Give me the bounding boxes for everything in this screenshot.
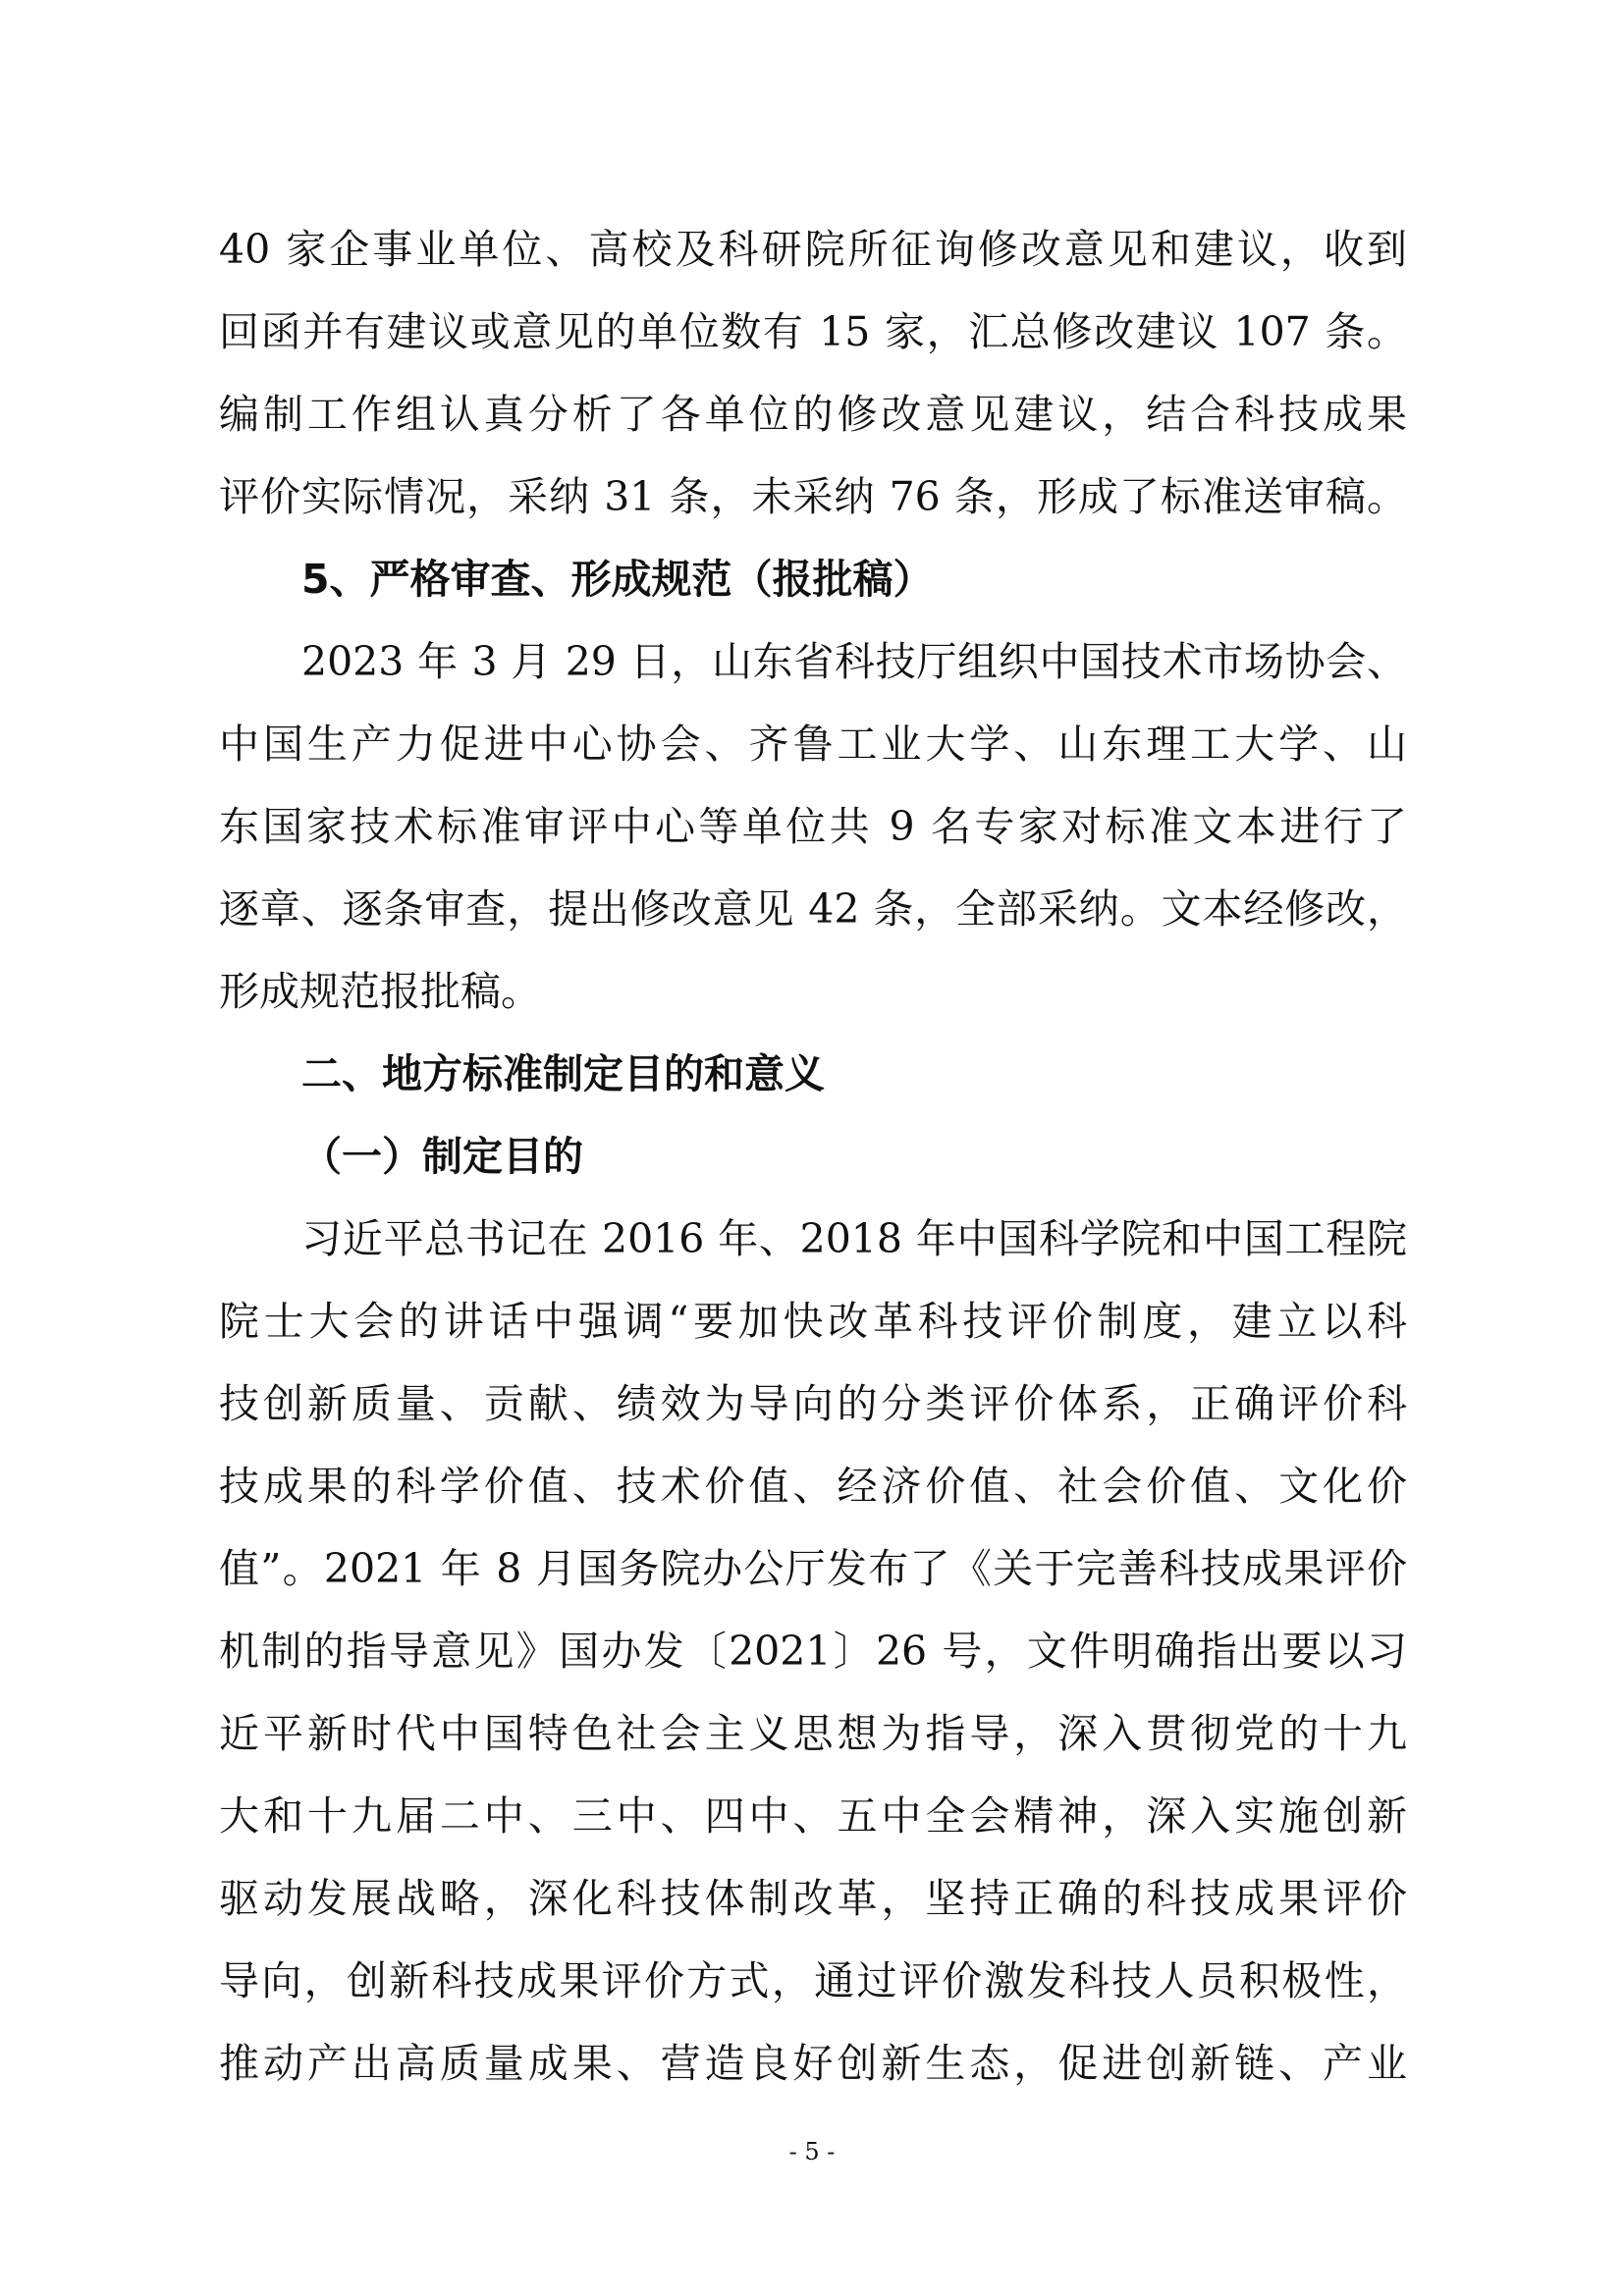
text-line: 院士大会的讲话中强调“要加快改革科技评价制度，建立以科 xyxy=(219,1298,1407,1345)
text-line: 形成规范报批稿。 xyxy=(219,968,541,1015)
document-body xyxy=(219,208,1407,2105)
text-line: 逐章、逐条审查，提出修改意见 42 条，全部采纳。文本经修改， xyxy=(219,885,1407,933)
text-line: 驱动发展战略，深化科技体制改革，坚持正确的科技成果评价 xyxy=(219,1875,1407,1922)
text-line: 近平新时代中国特色社会主义思想为指导，深入贯彻党的十九 xyxy=(219,1710,1407,1757)
subsection-heading: （一）制定目的 xyxy=(301,1133,583,1180)
text-line: 技成果的科学价值、技术价值、经济价值、社会价值、文化价 xyxy=(219,1463,1407,1510)
text-line: 评价实际情况，采纳 31 条，未采纳 76 条，形成了标准送审稿。 xyxy=(219,473,1407,520)
text-line: 推动产出高质量成果、营造良好创新生态，促进创新链、产业 xyxy=(219,2040,1407,2087)
paragraph-solicitation xyxy=(219,208,1407,538)
heading-review: 5、严格审查、形成规范（报批稿） xyxy=(301,556,934,603)
text-line: 技创新质量、贡献、绩效为导向的分类评价体系，正确评价科 xyxy=(219,1380,1407,1427)
text-line: 机制的指导意见》国办发〔2021〕26 号，文件明确指出要以习 xyxy=(219,1628,1407,1675)
text-line: 大和十九届二中、三中、四中、五中全会精神，深入实施创新 xyxy=(219,1792,1407,1840)
text-line: 中国生产力促进中心协会、齐鲁工业大学、山东理工大学、山 xyxy=(219,721,1407,768)
paragraph-review xyxy=(219,620,1407,1033)
section-heading: 二、地方标准制定目的和意义 xyxy=(301,1050,825,1097)
text-line: 习近平总书记在 2016 年、2018 年中国科学院和中国工程院 xyxy=(301,1215,1407,1262)
page-number: - 5 - xyxy=(788,2138,836,2165)
paragraph-purpose xyxy=(219,1198,1407,2105)
text-line: 值”。2021 年 8 月国务院办公厅发布了《关于完善科技成果评价 xyxy=(219,1545,1407,1592)
text-line: 40 家企事业单位、高校及科研院所征询修改意见和建议，收到 xyxy=(219,226,1407,273)
text-line: 导向，创新科技成果评价方式，通过评价激发科技人员积极性， xyxy=(219,1957,1407,2004)
text-line: 回函并有建议或意见的单位数有 15 家，汇总修改建议 107 条。 xyxy=(219,308,1407,355)
text-line: 编制工作组认真分析了各单位的修改意见建议，结合科技成果 xyxy=(219,391,1407,438)
text-line: 东国家技术标准审评中心等单位共 9 名专家对标准文本进行了 xyxy=(219,803,1407,850)
text-line: 2023 年 3 月 29 日，山东省科技厅组织中国技术市场协会、 xyxy=(301,638,1407,685)
